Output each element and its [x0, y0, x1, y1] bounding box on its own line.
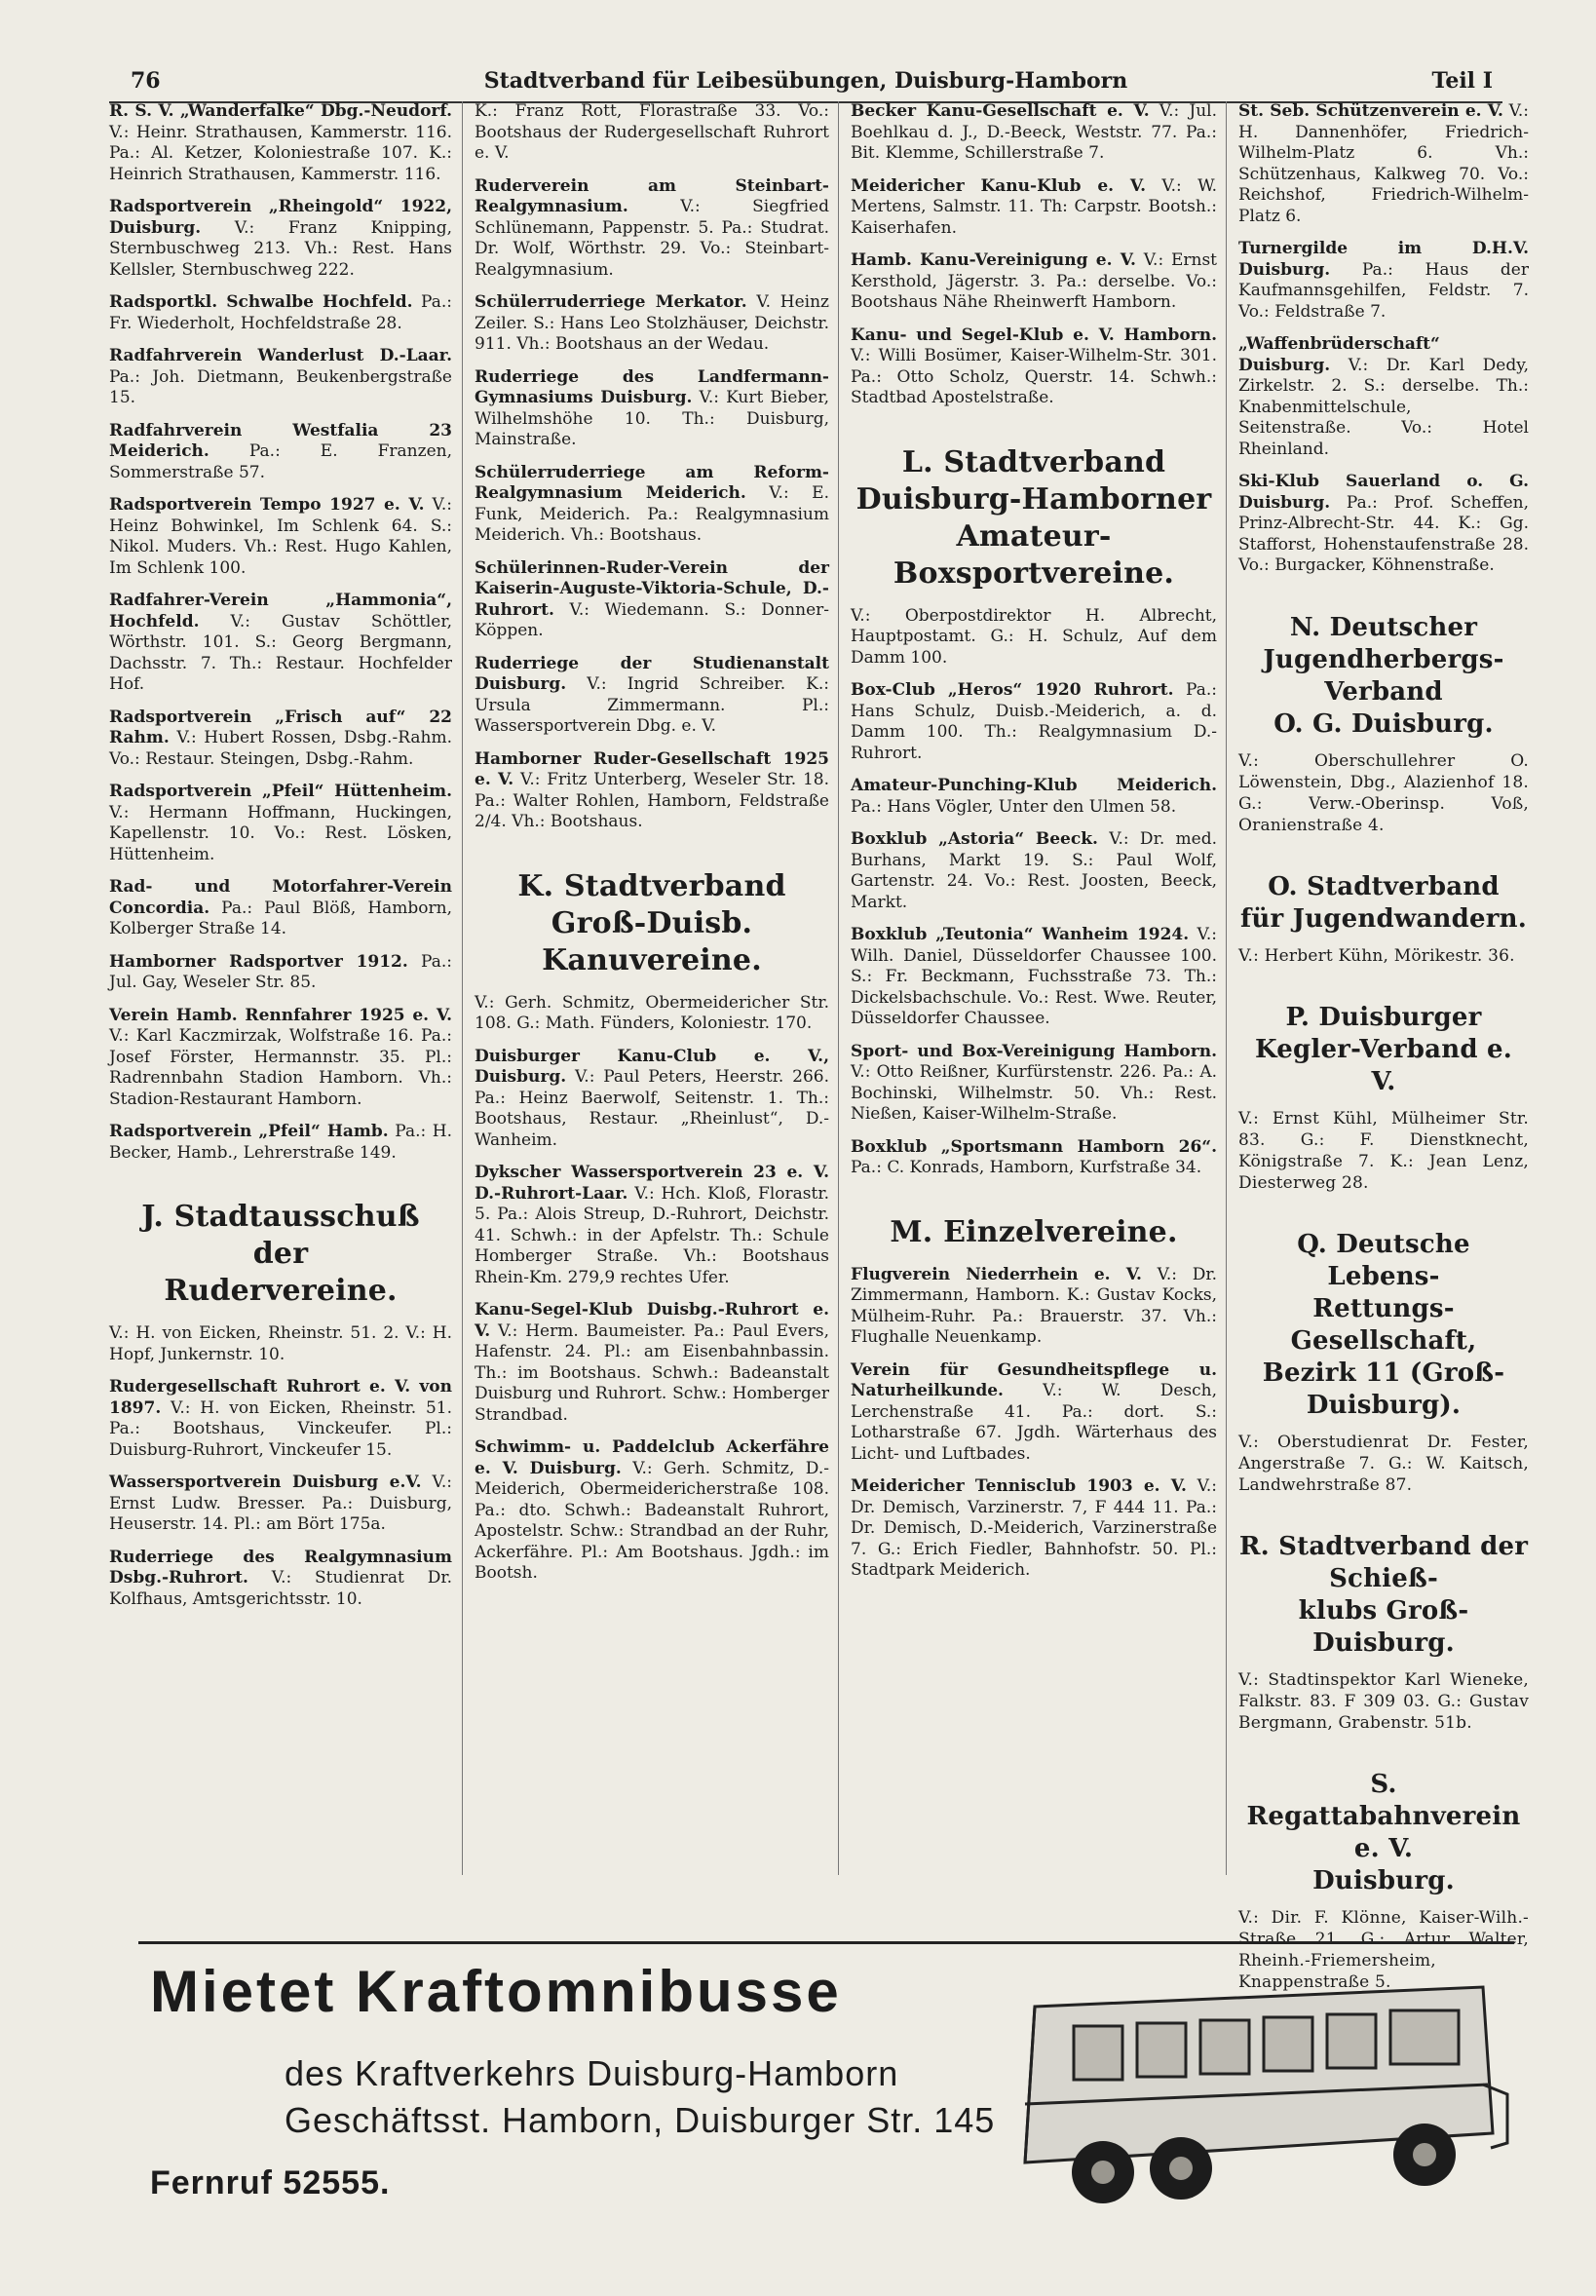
club-entry — [851, 680, 1217, 764]
club-details: V.: Dr. med. Burhans, Markt 19. S.: Paul Wolf, Gartenstr. 24. Vo.: Rest. Joosten, Beeck, Markt. — [851, 829, 1217, 912]
column-2 — [462, 101, 837, 1875]
club-details: V.: W. Mertens, Salmstr. 11. Th: Carpstr. Bootsh.: Kaiserhafen. — [851, 175, 1217, 238]
club-name: Rudergesellschaft Ruhrort e. V. von 1897. — [109, 1377, 452, 1418]
club-entry — [475, 1300, 829, 1426]
club-name: Ruderriege der Studienanstalt Duisburg. — [475, 653, 829, 694]
club-details: V.: Gustav Schöttler, Wörthstr. 101. S.: Georg Bergmann, Dachsstr. 7. Th.: Restaur. Hochfelder Hof. — [109, 611, 452, 694]
bus-illustration — [996, 1948, 1512, 2240]
club-details: V.: Hermann Hoffmann, Huckingen, Kapellenstr. 10. Vo.: Rest. Lösken, Hüttenheim. — [109, 802, 452, 864]
club-entry — [1238, 239, 1529, 323]
club-name: Hamborner Radsportver 1912. — [109, 951, 408, 972]
club-name: Radfahrer-Verein „Hammonia“, Hochfeld. — [109, 591, 452, 631]
club-entry — [475, 176, 829, 282]
club-details: V.: Otto Reißner, Kurfürstenstr. 226. Pa.: A. Bochinski, Wilhelmstr. 50. Vh.: Rest. Nießen, Kaiser-Wilhelm-Straße. — [851, 1062, 1217, 1124]
section-l-heading: L. Stadtverband Duisburg-Hamborner Amateur-Boxsportvereine. — [855, 444, 1212, 591]
club-entry — [475, 558, 829, 642]
club-name: Ruderriege des Landfermann-Gymnasiums Duisburg. — [475, 366, 829, 407]
club-name: Wassersportverein Duisburg e.V. — [109, 1473, 422, 1492]
club-name: St. Seb. Schützenverein e. V. — [1238, 101, 1503, 121]
club-list — [109, 1377, 452, 1610]
club-list — [1238, 101, 1529, 577]
club-entry — [109, 1473, 452, 1536]
section-j-heading: J. Stadtausschuß der Rudervereine. — [141, 1200, 420, 1308]
club-name: Radfahrverein Wanderlust D.-Laar. — [109, 346, 452, 365]
club-list — [851, 101, 1217, 409]
club-entry — [109, 1122, 452, 1164]
club-name: Schülerruderriege am Reform-Realgymnasium Meiderich. — [475, 462, 829, 503]
club-details: Pa.: H. Becker, Hamb., Lehrerstraße 149. — [109, 1122, 453, 1163]
club-details: V.: Dr. Demisch, Varzinerstr. 7, F 444 11. Pa.: Dr. Demisch, D.-Meiderich, Varzinerstraße 7. G.: Erich Fiedler, Bahnhofstr. 50. Pl.: Stadtpark Meiderich. — [851, 1476, 1218, 1580]
club-details: V.: Karl Kaczmirzak, Wolfstraße 16. Pa.: Josef Förster, Hermannstr. 35. Pl.: Radrennbahn Stadion Hamborn. Vh.: Stadion-Restaurant Hamborn. — [109, 1026, 452, 1109]
club-details: Pa.: Fr. Wiederholt, Hochfeldstraße 28. — [109, 292, 452, 333]
club-entry — [851, 829, 1217, 913]
club-details: V.: Wiedemann. S.: Donner-Köppen. — [475, 599, 829, 640]
club-details: Pa.: Hans Vögler, Unter den Ulmen 58. — [851, 796, 1177, 817]
running-title: Stadtverband für Leibesübungen, Duisburg-Hamborn — [483, 68, 1128, 94]
club-name: „Waffenbrüderschaft“ Duisburg. — [1238, 334, 1440, 375]
club-entry — [109, 421, 452, 484]
column-3 — [838, 101, 1225, 1875]
club-details: V.: Herm. Baumeister. Pa.: Paul Evers, Hafenstr. 24. Pl.: am Eisenbahnbassin. Th.: im Bootshaus. Schwh.: Badeanstalt Duisburg und Ruhrort. Schw.: Homberger Strandbad. — [475, 1320, 829, 1425]
club-entry — [851, 1265, 1217, 1349]
section-o-text: V.: Herbert Kühn, Mörikestr. 36. — [1238, 945, 1515, 966]
club-details: V.: Ingrid Schreiber. K.: Ursula Zimmermann. Pl.: Wassersportverein Dbg. e. V. — [475, 674, 829, 736]
club-entry — [109, 346, 452, 409]
section-s-heading: S. Regattabahnverein e. V. Duisburg. V.: Dir. F. Klönne, Kaiser-Wilh.-Straße 21. G.: Artur Walter, Rheinh.-Friemersheim, Knappenstraße 5. — [1238, 1769, 1529, 1992]
club-entry — [475, 292, 829, 356]
club-entry — [109, 591, 452, 696]
club-details: V.: Fritz Unterberg, Weseler Str. 18. Pa.: Walter Rohlen, Hamborn, Feldstraße 2/4. Vh.: Bootshaus. — [475, 770, 830, 831]
club-details: V.: Siegfried Schlünemann, Pappenstr. 5. Pa.: Studrat. Dr. Wolf, Wörthstr. 29. Vo.: Steinbart-Realgymnasium. — [475, 197, 829, 280]
club-details: Pa.: Haus der Kaufmannsgehilfen, Feldstr. 7. Vo.: Feldstraße 7. — [1238, 259, 1529, 322]
club-name: Meidericher Kanu-Klub e. V. — [851, 175, 1147, 196]
club-details: V.: H. von Eicken, Rheinstr. 51. Pa.: Bootshaus, Vinckeufer. Pl.: Duisburg-Ruhrort, Vinckeufer 15. — [109, 1397, 452, 1460]
club-name: Schülerruderriege Merkator. — [475, 292, 747, 312]
section-l-intro: V.: Oberpostdirektor H. Albrecht, Hauptpostamt. G.: H. Schulz, Auf dem Damm 100. — [851, 605, 1217, 668]
club-entry — [109, 101, 452, 185]
club-name: Radsportverein „Pfeil“ Hamb. — [109, 1122, 389, 1141]
club-entry — [851, 1360, 1217, 1466]
club-entry — [851, 776, 1217, 818]
club-name: Radfahrverein Westfalia 23 Meiderich. — [109, 420, 452, 461]
club-details: V. Heinz Zeiler. S.: Hans Leo Stolzhäuser, Deichstr. 911. Vh.: Bootshaus an der Wedau. — [475, 292, 830, 354]
club-details: V.: W. Desch, Lerchenstraße 41. Pa.: dort. S.: Lotharstraße 67. Jgdh. Wärterhaus des Licht- und Luftbades. — [851, 1381, 1217, 1464]
section-r-text: V.: Stadtinspektor Karl Wieneke, Falkstr. 83. F 309 03. G.: Gustav Bergmann, Grabenstr. 51b. — [1238, 1669, 1529, 1733]
club-name: Ruderverein am Steinbart-Realgymnasium. — [475, 175, 829, 216]
club-details: V.: Jul. Boehlkau d. J., D.-Beeck, Weststr. 77. Pa.: Bit. Klemme, Schillerstraße 7. — [851, 101, 1217, 163]
club-details: V.: Paul Peters, Heerstr. 266. Pa.: Heinz Baerwolf, Seitenstr. 1. Th.: Bootshaus, Restaur. „Rheinlust“, D.-Wanheim. — [475, 1067, 829, 1150]
club-entry — [1238, 101, 1529, 227]
club-details: V.: Studienrat Dr. Kolfhaus, Amtsgerichtsstr. 10. — [109, 1568, 452, 1609]
club-details: Pa.: E. Franzen, Sommerstraße 57. — [109, 441, 452, 482]
section-p-text: V.: Ernst Kühl, Mülheimer Str. 83. G.: F. Dienstknecht, Königstraße 7. K.: Jean Lenz, Diesterweg 28. — [1238, 1108, 1529, 1193]
club-details: Pa.: Prof. Scheffen, Prinz-Albrecht-Str. 44. K.: Gg. Stafforst, Hohenstaufenstraße 28. Vo.: Burgacker, Köhnenstraße. — [1238, 492, 1529, 575]
club-name: Hamborner Ruder-Gesellschaft 1925 e. V. — [475, 748, 829, 789]
club-details: K.: Franz Rott, Florastraße 33. Vo.: Bootshaus der Rudergesellschaft Ruhrort e. V. — [475, 101, 829, 163]
club-name: Ruderriege des Realgymnasium Dsbg.-Ruhrort. — [109, 1547, 452, 1588]
club-entry — [851, 250, 1217, 314]
club-name: Amateur-Punching-Klub Meiderich. — [851, 776, 1217, 795]
club-list — [475, 1047, 829, 1585]
club-name: Becker Kanu-Gesellschaft e. V. — [851, 101, 1150, 121]
ad-phone: Fernruf 52555. — [150, 2164, 391, 2201]
club-name: Hamb. Kanu-Vereinigung e. V. — [851, 250, 1136, 270]
club-name: Turnergilde im D.H.V. Duisburg. — [1238, 239, 1529, 280]
club-details: V.: Hch. Kloß, Florastr. 5. Pa.: Alois Streup, D.-Ruhrort, Deichstr. 41. Schwh.: in der Apfelstr. Th.: Schule Homberger Straße. Vh.: Bootshaus Rhein-Km. 279,9 rechtes Ufer. — [475, 1183, 829, 1287]
club-entry — [109, 877, 452, 940]
club-list — [851, 680, 1217, 1179]
club-list — [851, 1265, 1217, 1582]
club-entry — [475, 749, 829, 833]
club-entry — [475, 463, 829, 547]
club-name: Schwimm- u. Paddelclub Ackerfähre e. V. Duisburg. — [475, 1437, 829, 1478]
club-details: Pa.: Paul Blöß, Hamborn, Kolberger Straße 14. — [109, 898, 452, 938]
ad-address: Geschäftsst. Hamborn, Duisburger Str. 145 — [285, 2100, 996, 2140]
club-name: Sport- und Box-Vereinigung Hamborn. — [851, 1041, 1217, 1061]
club-entry — [475, 101, 829, 165]
club-details: V.: Gerh. Schmitz, D.-Meiderich, Obermeidericherstraße 108. Pa.: dto. Schwh.: Badeanstalt Ruhrort, Apostelstr. Schw.: Strandbad an der Ruhr, Ackerfähre. Pl.: Am Bootshaus. Jgdh.: im Bootsh. — [475, 1458, 829, 1583]
club-entry — [475, 1163, 829, 1288]
part-label: Teil I — [1431, 68, 1493, 94]
club-entry — [851, 925, 1217, 1030]
club-entry — [109, 292, 452, 334]
club-name: Radsportverein „Pfeil“ Hüttenheim. — [109, 782, 452, 801]
club-name: Kanu-Segel-Klub Duisbg.-Ruhrort e. V. — [475, 1300, 829, 1341]
club-list — [109, 101, 452, 1164]
club-name: Boxklub „Teutonia“ Wanheim 1924. — [851, 925, 1190, 944]
club-entry — [851, 176, 1217, 240]
club-entry — [851, 1476, 1217, 1582]
club-details: V.: Dr. Karl Dedy, Zirkelstr. 2. S.: derselbe. Th.: Knabenmittelschule, Seitenstraße. Vo.: Hotel Rheinland. — [1238, 355, 1529, 459]
section-o-heading: O. Stadtverband für Jugendwandern. V.: Herbert Kühn, Mörikestr. 36. — [1238, 871, 1529, 967]
section-m-heading: M. Einzelvereine. — [890, 1214, 1178, 1249]
club-entry — [851, 1042, 1217, 1126]
club-details: Pa.: C. Konrads, Hamborn, Kurfstraße 34. — [851, 1158, 1202, 1177]
club-name: Verein für Gesundheitspflege u. Naturheilkunde. — [851, 1359, 1217, 1400]
column-4 — [1226, 101, 1529, 1992]
section-j-intro: V.: H. von Eicken, Rheinstr. 51. 2. V.: H. Hopf, Junkernstr. 10. — [109, 1323, 452, 1364]
club-details: V.: Hubert Rossen, Dsbg.-Rahm. Vo.: Restaur. Steingen, Dsbg.-Rahm. — [109, 728, 452, 769]
club-entry — [109, 1377, 452, 1461]
section-n-heading: N. Deutscher Jugendherbergs-Verband O. G. Duisburg. V.: Oberschullehrer O. Löwenstein, Dbg., Alazienhof 18. G.: Verw.-Oberinsp. Voß, Oranienstraße 4. — [1238, 612, 1529, 835]
club-name: Radsportverein „Frisch auf“ 22 Rahm. — [109, 707, 452, 747]
club-entry — [109, 1548, 452, 1611]
page-number: 76 — [131, 68, 161, 94]
club-name: Dykscher Wassersportverein 23 e. V. D.-Ruhrort-Laar. — [475, 1163, 829, 1204]
club-details: V.: H. Dannenhöfer, Friedrich-Wilhelm-Platz 6. Vh.: Schützenhaus, Kalkweg 70. Vo.: Reichshof, Friedrich-Wilhelm-Platz 6. — [1238, 101, 1529, 226]
club-details: Pa.: Jul. Gay, Weseler Str. 85. — [109, 951, 452, 992]
club-name: Flugverein Niederrhein e. V. — [851, 1264, 1142, 1284]
club-entry — [475, 1047, 829, 1152]
club-entry — [475, 1437, 829, 1585]
club-entry — [475, 367, 829, 451]
section-n-text: V.: Oberschullehrer O. Löwenstein, Dbg., Alazienhof 18. G.: Verw.-Oberinsp. Voß, Oranienstraße 4. — [1238, 750, 1529, 835]
club-name: Radsportverein „Rheingold“ 1922, Duisburg. — [109, 197, 452, 238]
club-details: V.: Dr. Zimmermann, Hamborn. K.: Gustav Kocks, Mülheim-Ruhr. Pa.: Brauerstr. 37. Vh.: Flughalle Neuenkamp. — [851, 1264, 1217, 1347]
club-name: Boxklub „Sportsmann Hamborn 26“. — [851, 1136, 1217, 1157]
club-details: V.: Kurt Bieber, Wilhelmshöhe 10. Th.: Duisburg, Mainstraße. — [475, 388, 829, 449]
club-entry — [851, 101, 1217, 165]
section-q-text: V.: Oberstudienrat Dr. Fester, Angerstraße 7. G.: W. Kaitsch, Landwehrstraße 87. — [1238, 1432, 1529, 1495]
section-r-heading: R. Stadtverband der Schieß- klubs Groß-Duisburg. V.: Stadtinspektor Karl Wieneke, Falkstr. 83. F 309 03. G.: Gustav Bergmann, Grabenstr. 51b. — [1238, 1531, 1529, 1733]
section-k-intro: V.: Gerh. Schmitz, Obermeidericher Str. 108. G.: Math. Fünders, Koloniestr. 170. — [475, 992, 829, 1033]
section-s-text: V.: Dir. F. Klönne, Kaiser-Wilh.-Straße 21. G.: Artur Walter, Rheinh.-Friemersheim, Knappenstraße 5. — [1238, 1907, 1529, 1992]
club-details: V.: Heinz Bohwinkel, Im Schlenk 64. S.: Nikol. Muders. Vh.: Rest. Hugo Kahlen, Im Schlenk 100. — [109, 495, 452, 578]
club-details: Pa.: Hans Schulz, Duisb.-Meiderich, a. d. Damm 100. Th.: Realgymnasium D.-Ruhrort. — [851, 680, 1217, 763]
section-q-heading: Q. Deutsche Lebens- Rettungs-Gesellschaft, Bezirk 11 (Groß-Duisburg). V.: Oberstudienrat Dr. Fester, Angerstraße 7. G.: W. Kaitsch, Landwehrstraße 87. — [1238, 1229, 1529, 1495]
bus-advertisement — [138, 1941, 1514, 2237]
club-details: V.: Willi Bosümer, Kaiser-Wilhelm-Str. 301. Pa.: Otto Scholz, Querstr. 14. Schwh.: Stadtbad Apostelstraße. — [851, 346, 1217, 407]
club-details: V.: Ernst Kersthold, Jägerstr. 3. Pa.: derselbe. Vo.: Bootshaus Nähe Rheinwerft Hamborn. — [851, 250, 1217, 312]
club-name: Boxklub „Astoria“ Beeck. — [851, 829, 1098, 849]
ad-company: des Kraftverkehrs Duisburg-Hamborn — [285, 2053, 899, 2093]
club-entry — [1238, 472, 1529, 577]
page-header — [109, 62, 1502, 103]
club-name: Rad- und Motorfahrer-Verein Concordia. — [109, 877, 452, 918]
club-details: V.: E. Funk, Meiderich. Pa.: Realgymnasium Meiderich. Vh.: Bootshaus. — [475, 483, 829, 545]
club-details: V.: Franz Knipping, Sternbuschweg 213. Vh.: Rest. Hans Kellsler, Sternbuschweg 222. — [109, 217, 452, 280]
column-1 — [109, 101, 460, 1875]
section-p-heading: P. Duisburger Kegler-Verband e. V. V.: Ernst Kühl, Mülheimer Str. 83. G.: F. Dienstknecht, Königstraße 7. K.: Jean Lenz, Diesterweg 28. — [1238, 1002, 1529, 1193]
club-details: Pa.: Joh. Dietmann, Beukenbergstraße 15. — [109, 366, 452, 407]
club-entry — [475, 654, 829, 738]
club-name: Kanu- und Segel-Klub e. V. Hamborn. — [851, 325, 1217, 345]
club-entry — [109, 197, 452, 281]
club-entry — [109, 782, 452, 865]
club-name: Verein Hamb. Rennfahrer 1925 e. V. — [109, 1005, 452, 1025]
club-details: V.: Wilh. Daniel, Düsseldorfer Chaussee 100. S.: Fr. Beckmann, Fuchsstraße 73. Th.: Dickelsbachschule. Vo.: Rest. Wwe. Reuter, Düsseldorfer Chaussee. — [851, 925, 1217, 1028]
club-entry — [109, 495, 452, 579]
club-name: R. S. V. „Wanderfalke“ Dbg.-Neudorf. — [109, 101, 452, 121]
club-name: Meidericher Tennisclub 1903 e. V. — [851, 1476, 1187, 1496]
club-entry — [851, 325, 1217, 409]
club-entry — [1238, 334, 1529, 460]
club-entry — [109, 1006, 452, 1111]
club-name: Schülerinnen-Ruder-Verein der Kaiserin-Auguste-Viktoria-Schule, D.-Ruhrort. — [475, 557, 829, 620]
section-k-heading: K. Stadtverband Groß-Duisb. Kanuvereine. — [517, 868, 786, 977]
club-name: Box-Club „Heros“ 1920 Ruhrort. — [851, 680, 1174, 700]
club-details: V.: Heinr. Strathausen, Kammerstr. 116. Pa.: Al. Ketzer, Koloniestraße 107. K.: Heinrich Strathausen, Kammerstr. 116. — [109, 122, 452, 184]
club-name: Radsportkl. Schwalbe Hochfeld. — [109, 292, 413, 312]
club-name: Duisburger Kanu-Club e. V., Duisburg. — [475, 1046, 829, 1087]
club-entry — [851, 1137, 1217, 1179]
club-entry — [109, 952, 452, 994]
club-details: V.: Ernst Ludw. Bresser. Pa.: Duisburg, Heuserstr. 14. Pl.: am Bört 175a. — [109, 1473, 452, 1534]
club-entry — [109, 708, 452, 771]
ad-headline: Mietet Kraftomnibusse — [150, 1959, 842, 2024]
club-name: Radsportverein Tempo 1927 e. V. — [109, 495, 425, 515]
club-list — [475, 101, 829, 833]
club-name: Ski-Klub Sauerland o. G. Duisburg. — [1238, 472, 1529, 513]
